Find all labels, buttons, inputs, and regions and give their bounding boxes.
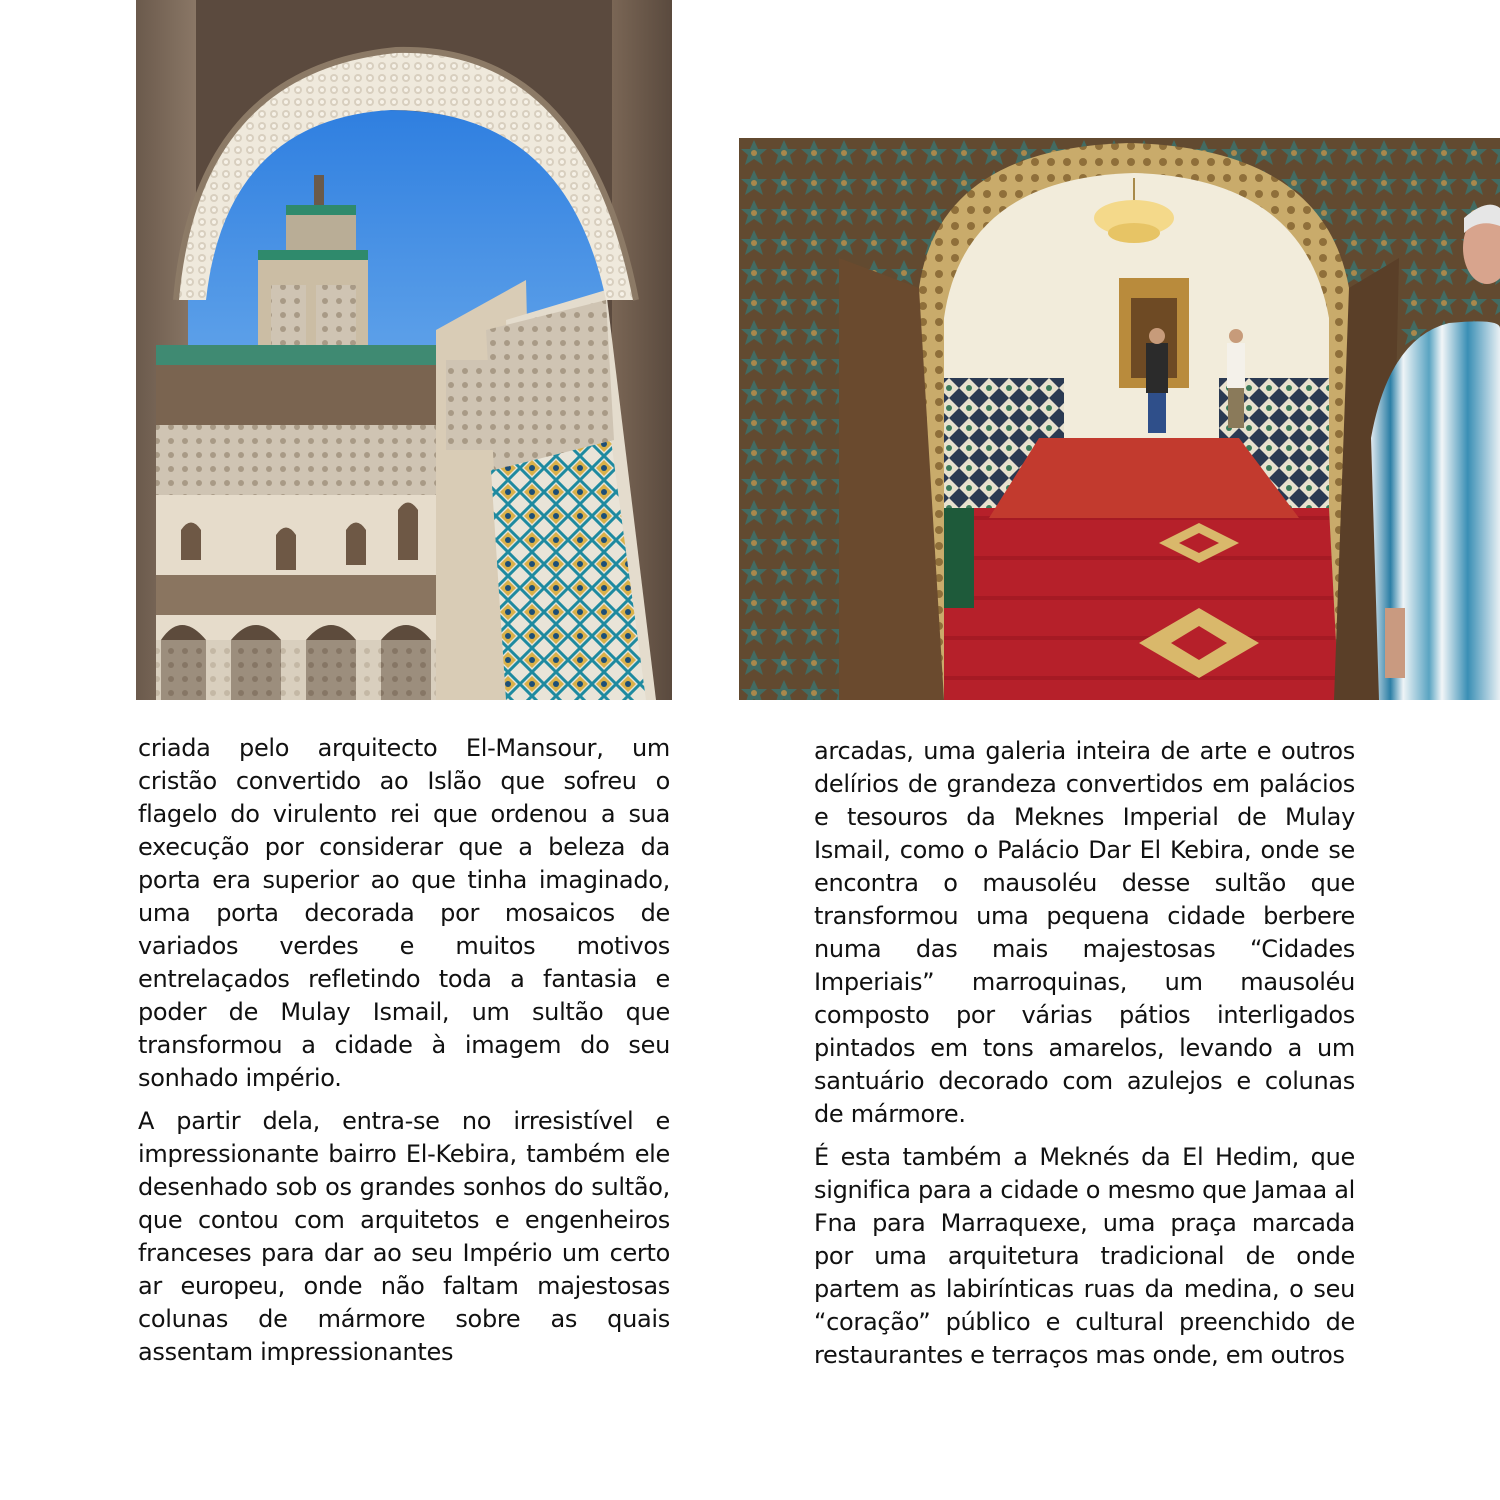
paragraph-mausoleum: arcadas, uma galeria inteira de arte e outros delírios de grandeza convertidos em palácios e tesouros da Meknes Imperial de Mulay Ismail, como o Palácio Dar El Kebira, onde se encontra o mausoléu desse sultão que transformou uma pequena cidade berbere numa das mais majestosas “Cidades Imperiais” marroquinas, um mausoléu composto por várias pátios interligados pintados em tons amarelos, levando a um santuário decorado com azulejos e colunas de mármore. bbox=[814, 737, 1355, 1128]
paragraph-el-kebira-district: A partir dela, entra-se no irresistível e impressionante bairro El-Kebira, também ele desenhado sob os grandes sonhos do sultão, que contou com arquitetos e engenheiros franceses para dar ao seu Império um certo ar europeu, onde não faltam majestosas colunas de mármore sobre as quais assentam impressionantes bbox=[138, 1107, 670, 1366]
mausoleum-doorway-photo-icon bbox=[739, 138, 1500, 700]
mausoleum-doorway-photo bbox=[739, 138, 1500, 700]
paragraph-el-hedim-square: É esta também a Meknés da El Hedim, que significa para a cidade o mesmo que Jamaa al Fna para Marraquexe, uma praça marcada por uma arquitetura tradicional de onde partem as labirínticas ruas da medina, o seu “coração” público e cultural preenchido de restaurantes e terraços mas onde, em outros bbox=[814, 1143, 1355, 1369]
paragraph-el-mansour-gate: criada pelo arquitecto El-Mansour, um cristão convertido ao Islão que sofreu o flagelo do virulento rei que ordenou a sua execução por considerar que a beleza da porta era superior ao que tinha imaginado, uma porta decorada por mosaicos de variados verdes e muitos motivos entrelaçados refletindo toda a fantasia e poder de Mulay Ismail, um sultão que transformou a cidade à imagem do seu sonhado império. bbox=[138, 734, 670, 1092]
madrasa-courtyard-photo bbox=[136, 0, 672, 700]
article-column-left bbox=[138, 732, 670, 1379]
madrasa-courtyard-minaret-photo-icon bbox=[136, 0, 672, 700]
article-column-right bbox=[814, 735, 1355, 1382]
